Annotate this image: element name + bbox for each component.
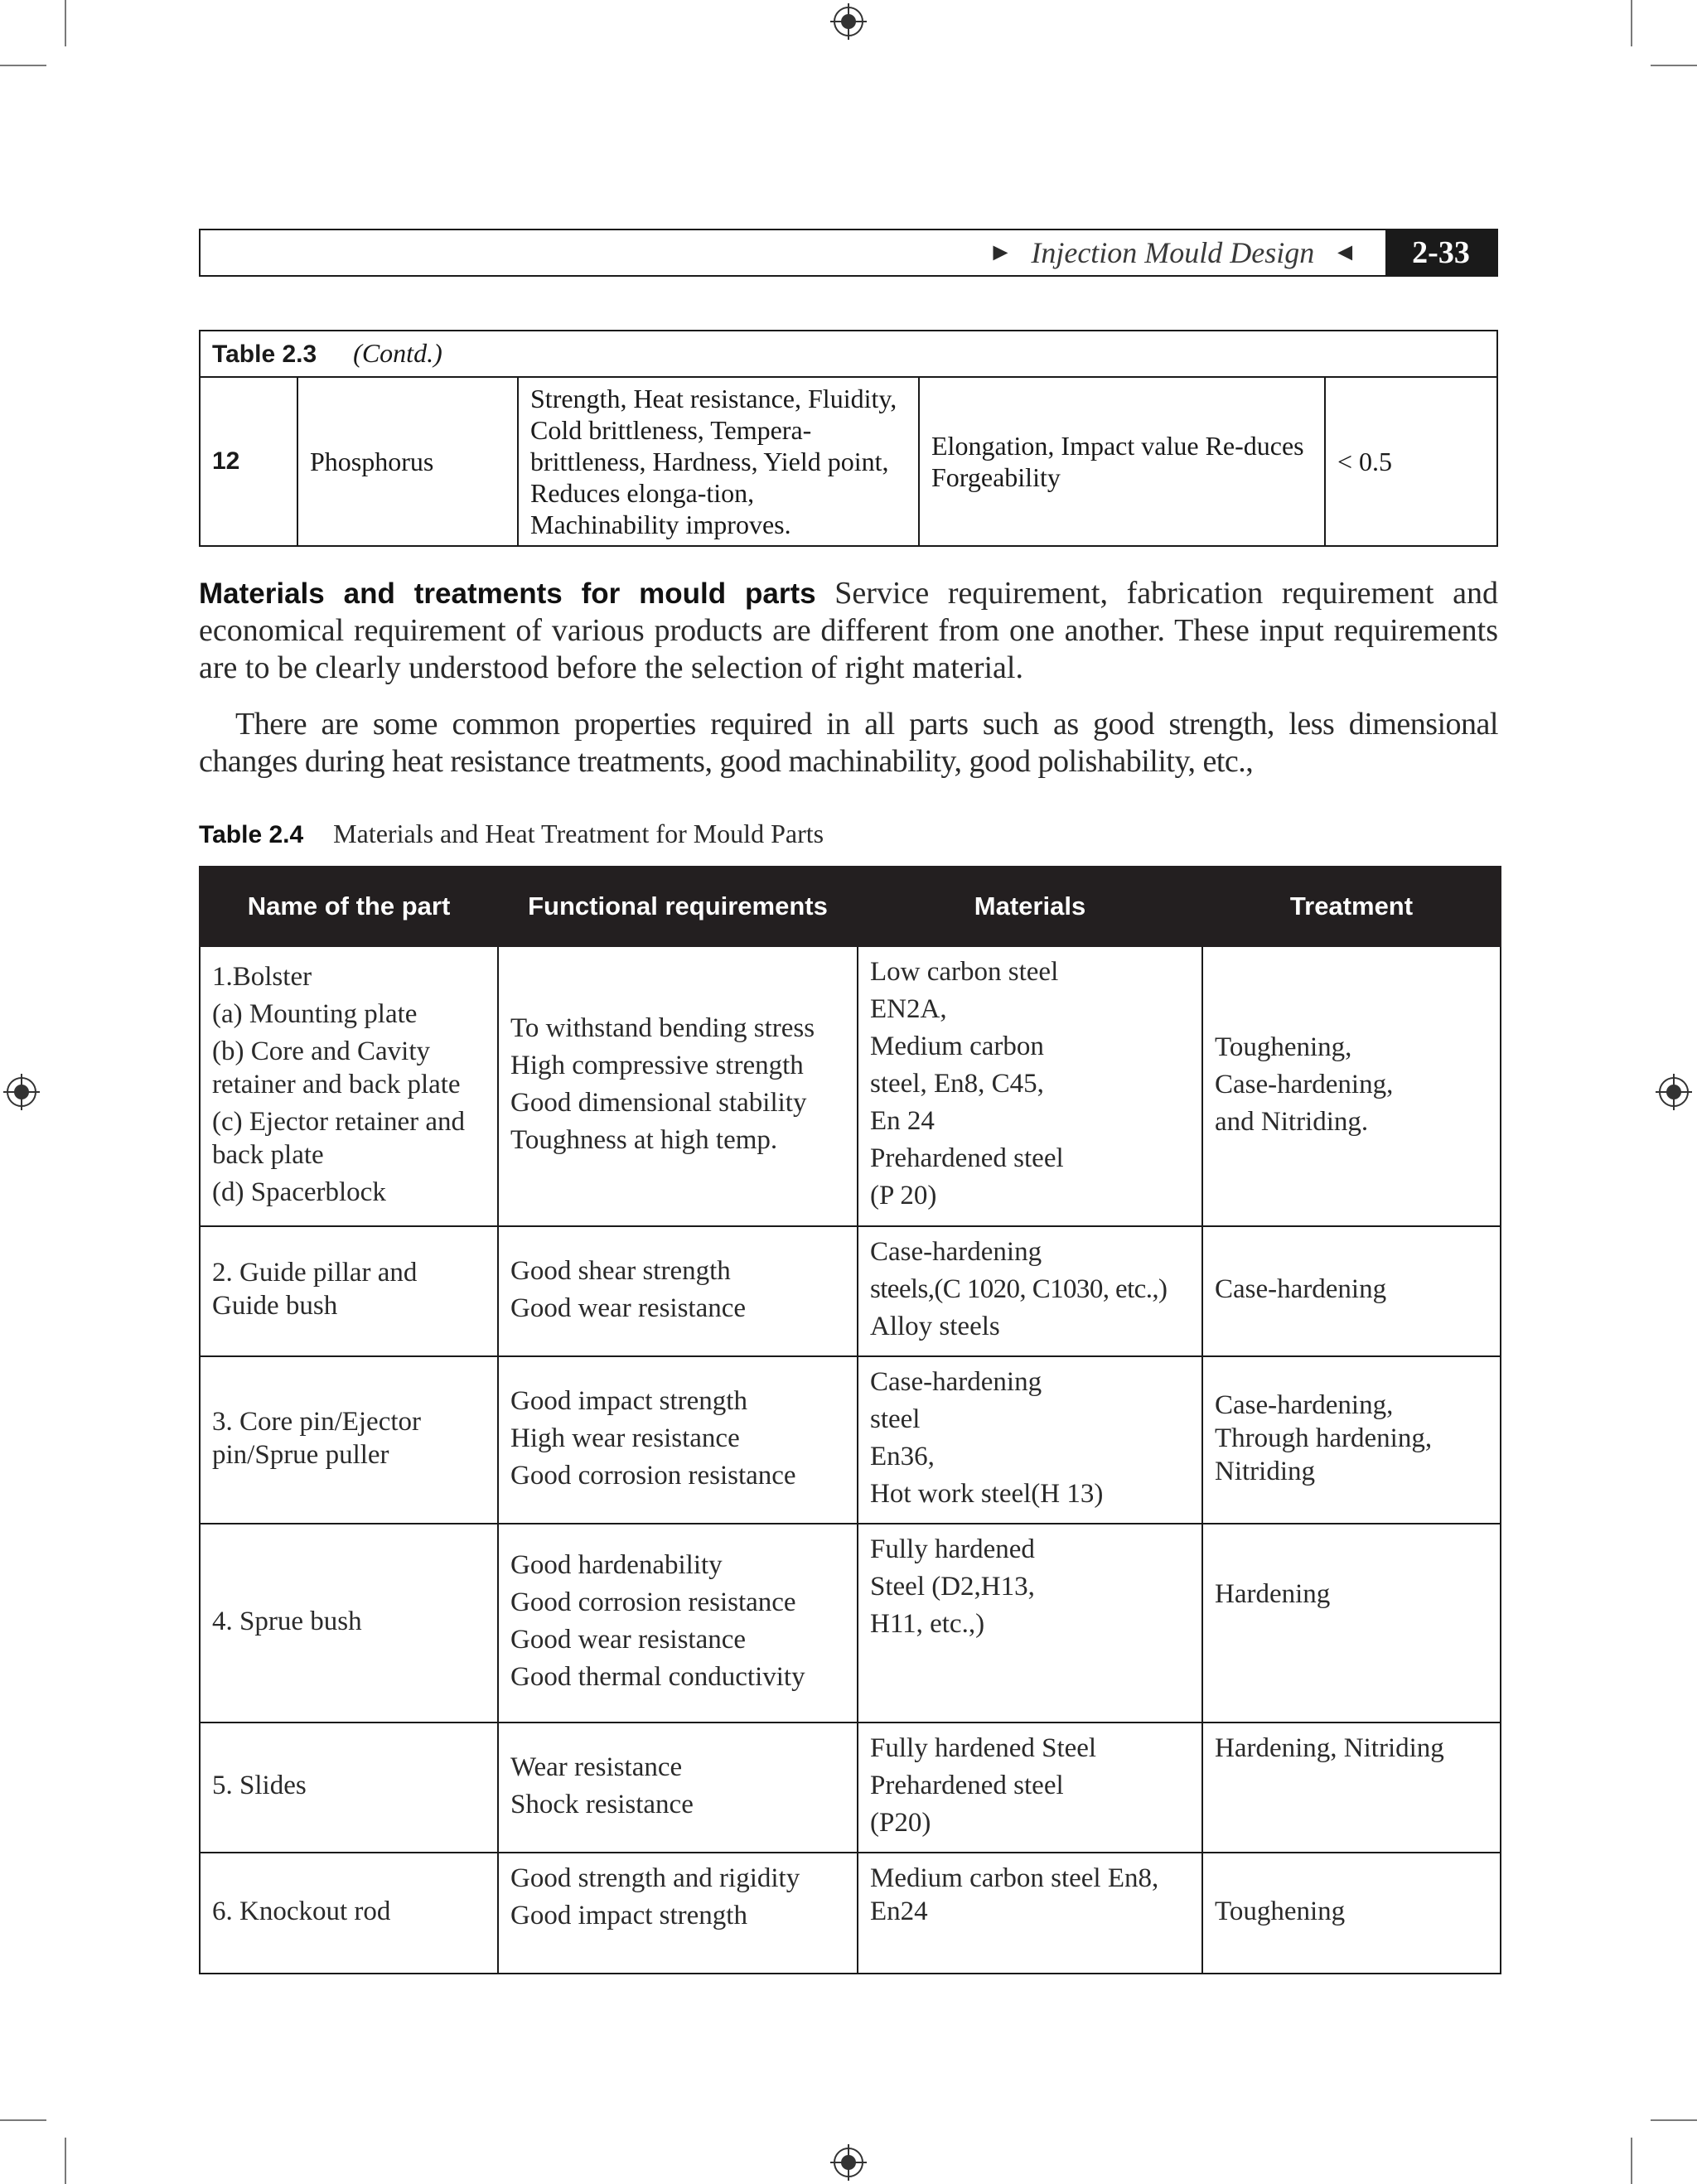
page-number: 2-33	[1385, 230, 1496, 275]
registration-mark-left-icon	[3, 1074, 40, 1110]
part-line: 5. Slides	[212, 1771, 307, 1800]
material-line: Case-hardening	[870, 1367, 1042, 1397]
treatment-line: Hardening, Nitriding	[1215, 1733, 1444, 1763]
requirement-line: Good thermal conductivity	[510, 1662, 805, 1692]
requirement-line: Good hardenability	[510, 1550, 723, 1580]
part-cell	[200, 1356, 498, 1524]
requirement-line: High wear resistance	[510, 1423, 740, 1453]
material-line: EN2A,	[870, 994, 947, 1024]
part-cell	[200, 1853, 498, 1974]
table-2-3-contd: (Contd.)	[353, 338, 442, 368]
crop-mark-bottom-left-vertical	[65, 2138, 66, 2184]
crop-mark-bottom-right-horizontal	[1651, 2119, 1697, 2121]
requirement-line: Toughness at high temp.	[510, 1125, 778, 1155]
table-header-row	[200, 867, 1501, 946]
paragraph-common-properties: There are some common properties required in all parts such as good strength, less dimensional changes during heat resistance treatments, good machinability, good polishability, etc.,	[199, 707, 1498, 779]
part-line: (c) Ejector retainer and back plate	[212, 1106, 466, 1170]
table-2-4	[199, 866, 1501, 1974]
right-pointer-icon: ►	[988, 239, 1013, 266]
table-row	[200, 1853, 1501, 1974]
table-2-3-label: Table 2.3	[212, 341, 317, 368]
table-2-3-caption-row	[200, 331, 1497, 377]
material-line: Prehardened steel	[870, 1143, 1064, 1173]
table-row	[200, 946, 1501, 1226]
part-cell	[200, 1524, 498, 1723]
material-line: Hot work steel(H 13)	[870, 1479, 1104, 1509]
part-cell	[200, 946, 498, 1226]
part-line: (d) Spacerblock	[212, 1177, 386, 1207]
requirement-line: Good wear resistance	[510, 1293, 747, 1323]
header-treatment: Treatment	[1202, 867, 1501, 946]
requirement-line: Good shear strength	[510, 1255, 731, 1286]
material-line: (P20)	[870, 1808, 931, 1838]
requirements-cell	[498, 946, 858, 1226]
requirements-cell	[498, 1723, 858, 1853]
part-line: (b) Core and Cavity retainer and back plate	[212, 1036, 461, 1099]
crop-mark-top-left-vertical	[65, 0, 66, 46]
requirement-line: Good strength and rigidity	[510, 1863, 800, 1893]
treatment-line: Toughening	[1215, 1896, 1346, 1926]
registration-mark-right-icon	[1656, 1074, 1692, 1110]
runin-heading: Materials and treatments for mould parts	[199, 577, 816, 610]
part-line: (a) Mounting plate	[212, 998, 418, 1029]
requirement-line: Good corrosion resistance	[510, 1460, 796, 1491]
requirements-cell	[498, 1356, 858, 1524]
material-line: steel	[870, 1404, 921, 1434]
treatment-line: Hardening	[1215, 1579, 1331, 1609]
material-line: steel, En8, C45,	[870, 1069, 1044, 1099]
table-row	[200, 1524, 1501, 1723]
requirement-line: Good dimensional stability	[510, 1088, 807, 1118]
requirement-line: Good corrosion resistance	[510, 1587, 796, 1617]
table-2-4-caption-text: Materials and Heat Treatment for Mould Parts	[333, 819, 824, 848]
material-line: Medium carbon steel En8, En24	[870, 1863, 1159, 1926]
requirements-cell	[498, 1524, 858, 1723]
requirement-line: Good impact strength	[510, 1385, 747, 1416]
requirement-line: Shock resistance	[510, 1789, 694, 1819]
materials-cell	[858, 1356, 1202, 1524]
running-header	[199, 229, 1498, 277]
part-line: 1.Bolster	[212, 961, 312, 992]
table-row	[200, 1356, 1501, 1524]
requirement-line: High compressive strength	[510, 1051, 804, 1080]
material-line: Alloy steels	[870, 1312, 1000, 1341]
crop-mark-bottom-right-vertical	[1631, 2138, 1632, 2184]
treatment-line: Case-hardening	[1215, 1274, 1387, 1304]
material-line: Case-hardening	[870, 1237, 1042, 1267]
treatment-cell	[1202, 946, 1501, 1226]
table-2-3-reduces: Elongation, Impact value Re-duces Forgeability	[919, 377, 1325, 546]
header-materials: Materials	[858, 867, 1202, 946]
running-header-title-group	[989, 235, 1385, 270]
treatment-line: Case-hardening, Through hardening, Nitriding	[1215, 1389, 1433, 1486]
crop-mark-top-left-horizontal	[0, 65, 46, 66]
part-line: 3. Core pin/Ejector pin/Sprue puller	[212, 1406, 422, 1470]
requirement-line: Good impact strength	[510, 1901, 747, 1930]
material-line: Medium carbon	[870, 1032, 1044, 1061]
header-functional-requirements: Functional requirements	[498, 867, 858, 946]
registration-mark-bottom-icon	[830, 2144, 867, 2181]
table-row	[200, 377, 1497, 546]
registration-mark-top-icon	[830, 3, 867, 40]
table-2-3-row-number: 12	[200, 377, 297, 546]
material-line: Fully hardened	[870, 1534, 1035, 1564]
table-2-3-content: < 0.5	[1325, 377, 1497, 546]
treatment-cell	[1202, 1226, 1501, 1356]
paragraph-1-text: Service requirement, fabrication requirement and economical requirement of various products are different from one another. These input requirements are to be clearly understood before the selection of right material.	[199, 576, 1498, 685]
material-line: En36,	[870, 1442, 935, 1471]
material-line: Fully hardened Steel	[870, 1733, 1097, 1763]
table-2-3-caption	[200, 331, 1497, 377]
material-line: Steel (D2,H13,	[870, 1572, 1035, 1602]
part-line: 2. Guide pillar and Guide bush	[212, 1258, 418, 1321]
table-row	[200, 1723, 1501, 1853]
requirement-line: Wear resistance	[510, 1752, 683, 1782]
paragraph-materials-treatments	[199, 575, 1498, 687]
material-line: steels,(C 1020, C1030, etc.,)	[870, 1274, 1168, 1304]
treatment-cell	[1202, 1723, 1501, 1853]
table-2-3-improves: Strength, Heat resistance, Fluidity, Cold brittleness, Tempera-brittleness, Hardness, Yield point, Reduces elonga-tion, Machinability improves.	[518, 377, 919, 546]
crop-mark-top-right-horizontal	[1651, 65, 1697, 66]
requirement-line: Good wear resistance	[510, 1625, 747, 1655]
requirements-cell	[498, 1853, 858, 1974]
material-line: Low carbon steel	[870, 957, 1059, 987]
materials-cell	[858, 946, 1202, 1226]
materials-cell	[858, 1226, 1202, 1356]
treatment-cell	[1202, 1853, 1501, 1974]
requirements-cell	[498, 1226, 858, 1356]
table-2-4-caption	[199, 819, 824, 849]
table-2-3-element: Phosphorus	[297, 377, 518, 546]
left-pointer-icon: ◄	[1332, 239, 1357, 266]
running-header-title: Injection Mould Design	[1031, 236, 1315, 269]
treatment-cell	[1202, 1356, 1501, 1524]
part-cell	[200, 1226, 498, 1356]
part-line: 4. Sprue bush	[212, 1606, 362, 1636]
treatment-cell	[1202, 1524, 1501, 1723]
crop-mark-top-right-vertical	[1631, 0, 1632, 46]
crop-mark-bottom-left-horizontal	[0, 2119, 46, 2121]
treatment-line: Case-hardening,	[1215, 1069, 1394, 1099]
header-name-of-part: Name of the part	[200, 867, 498, 946]
materials-cell	[858, 1853, 1202, 1974]
treatment-line: Toughening,	[1215, 1032, 1352, 1062]
table-2-3-continued	[199, 330, 1498, 547]
materials-cell	[858, 1524, 1202, 1723]
part-cell	[200, 1723, 498, 1853]
material-line: Prehardened steel	[870, 1771, 1064, 1800]
material-line: (P 20)	[870, 1181, 937, 1210]
part-line: 6. Knockout rod	[212, 1896, 391, 1926]
material-line: H11, etc.,)	[870, 1609, 985, 1639]
table-2-4-label: Table 2.4	[199, 821, 304, 848]
treatment-line: and Nitriding.	[1215, 1106, 1369, 1137]
table-row	[200, 1226, 1501, 1356]
material-line: En 24	[870, 1106, 935, 1136]
materials-cell	[858, 1723, 1202, 1853]
requirement-line: To withstand bending stress	[510, 1013, 815, 1043]
